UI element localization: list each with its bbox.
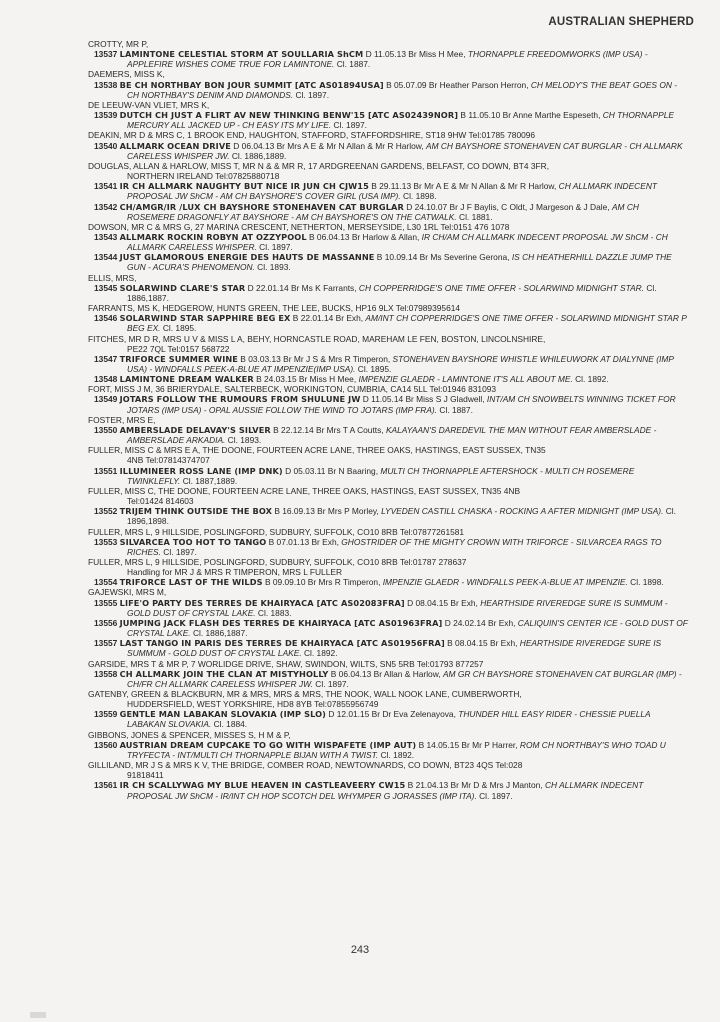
dog-entry	[88, 49, 688, 69]
entry-details: B 06.04.13 Br Harlow & Allan,	[306, 231, 422, 242]
class-numbers: Cl. 1895.	[160, 323, 197, 334]
class-numbers: Cl. 1886,1887.	[127, 282, 657, 303]
exhibitor-name	[88, 486, 688, 496]
dog-name: LAMINTONE DREAM WALKER	[119, 374, 254, 385]
sire-dam: CALIQUIN'S CENTER ICE - GOLD DUST OF CRYSTAL LAKE.	[127, 617, 688, 639]
class-numbers: Cl. 1887.	[334, 59, 371, 70]
entry-details: B 05.07.09 Br Heather Parson Herron,	[383, 79, 531, 90]
entry-number: 13546	[94, 313, 118, 324]
exhibitor-block	[88, 689, 688, 730]
dog-name: SOLARWIND STAR SAPPHIRE BEG EX	[119, 313, 291, 324]
entry-number: 13540	[94, 140, 118, 151]
class-numbers: Cl. 1897.	[293, 89, 330, 100]
entry-number: 13549	[94, 394, 118, 405]
dog-entry	[88, 252, 688, 272]
section-title: AUSTRALIAN SHEPHERD	[548, 16, 694, 28]
class-numbers: Cl. 1897.	[256, 242, 293, 253]
class-numbers: Cl. 1892.	[572, 374, 609, 385]
sire-dam: GHOSTRIDER OF THE MIGHTY CROWN WITH TRIFORCE - SILVARCEA RAGS TO RICHES.	[127, 536, 662, 557]
exhibitor-text: FULLER, MRS L, 9 HILLSIDE, POSLINGFORD, SUDBURY, SUFFOLK, CO10 8RB Tel:07877261581	[88, 526, 465, 537]
dog-name: DUTCH CH JUST A FLIRT AV NEW THINKING BENW'15 [ATC AS02439NOR]	[119, 110, 459, 121]
dog-name: SOLARWIND CLARE'S STAR	[119, 282, 246, 293]
dog-entry	[88, 425, 688, 445]
exhibitor-address-line	[88, 344, 688, 354]
sire-dam: AM GR CH BAYSHORE STONEHAVEN CAT BURGLAR (IMP) - CH/FR CH ALLMARK CARELESS WHISPER JW.	[127, 668, 682, 689]
sire-dam: AM/INT CH COPPERRIDGE'S ONE TIME OFFER - SOLARWIND MIDNIGHT STAR P BEG EX.	[127, 313, 687, 334]
dog-entry	[88, 618, 688, 638]
exhibitor-text: HUDDERSFIELD, WEST YORKSHIRE, HD8 8YB Tel:07855956749	[127, 699, 379, 710]
entry-number: 13561	[94, 780, 118, 791]
dog-entry	[88, 780, 688, 800]
class-numbers: Cl. 1886,1889.	[229, 150, 287, 161]
sire-dam: INT/AM CH SNOWBELTS WINNING TICKET FOR JOTARS (IMP USA) - OPAL AUSSIE FOLLOW THE WIND TO JOTARS (IMP FRA).	[127, 394, 676, 415]
exhibitor-block	[88, 334, 688, 385]
sire-dam: HEARTHSIDE RIVEREDGE SURE IS SUMMUM - GOLD DUST OF CRYSTAL LAKE.	[127, 638, 662, 659]
dog-entry	[88, 537, 688, 557]
sire-dam: THORNAPPLE FREEDOMWORKS (IMP USA) - APPLEFIRE WISHES COME TRUE FOR LAMINTONE.	[127, 49, 648, 70]
class-numbers: Cl. 1893.	[225, 435, 262, 446]
exhibitor-text: GAJEWSKI, MRS M,	[88, 587, 167, 598]
entry-details: D 12.01.15 Br Dr Eva Zelenayova,	[326, 709, 459, 720]
entry-number: 13543	[94, 231, 118, 242]
sire-dam: ROM CH NORTHBAY'S WHO TOAD U TRYFECTA - INT/MULTI CH THORNAPPLE BIJAN WITH A TWIST.	[127, 739, 666, 760]
entry-details: B 11.05.10 Br Anne Marthe Espeseth,	[458, 110, 603, 121]
class-numbers: Cl. 1893.	[254, 262, 291, 273]
entry-number: 13553	[94, 536, 118, 547]
entry-details: B 29.11.13 Br Mr A E & Mr N Allan & Mr R Harlow,	[368, 181, 559, 192]
exhibitor-name	[88, 527, 688, 537]
exhibitor-text: CROTTY, MR P,	[88, 39, 149, 49]
entry-details: D 06.04.13 Br Mrs A E & Mr N Allan & Mr R Harlow,	[230, 140, 426, 151]
dog-entry	[88, 313, 688, 333]
exhibitor-text: FULLER, MISS C, THE DOONE, FOURTEEN ACRE LANE, THREE OAKS, HASTINGS, EAST SUSSEX, TN35 4NB	[88, 485, 521, 496]
exhibitor-text: DAEMERS, MISS K,	[88, 69, 165, 80]
entries-list	[88, 39, 688, 801]
entry-details: B 03.03.13 Br Mr J S & Mrs R Timperon,	[237, 353, 393, 364]
exhibitor-text: 91818411	[127, 770, 164, 781]
entry-number: 13556	[94, 617, 118, 628]
entry-details: B 24.03.15 Br Miss H Mee,	[253, 374, 359, 385]
exhibitor-text: GARSIDE, MRS T & MR P, 7 WORLIDGE DRIVE, SHAW, SWINDON, WILTS, SN5 5RB Tel:01793 877257	[88, 658, 484, 669]
exhibitor-text: GATENBY, GREEN & BLACKBURN, MR & MRS, MRS & MRS, THE NOOK, WALL NOOK LANE, CUMBERWORTH,	[88, 689, 522, 699]
entry-details: B 07.01.13 Br Exh,	[266, 536, 342, 547]
dog-name: IR CH SCALLYWAG MY BLUE HEAVEN IN CASTLEAVEERY CW15	[119, 780, 406, 791]
dog-entry	[88, 394, 688, 414]
exhibitor-block	[88, 273, 688, 303]
entry-details: D 11.05.14 Br Miss S J Gladwell,	[360, 394, 487, 405]
exhibitor-address-line	[88, 567, 688, 577]
sire-dam: CH ALLMARK INDECENT PROPOSAL JW ShCM - AM CH BAYSHORE'S COVER GIRL (USA IMP).	[127, 181, 657, 202]
exhibitor-text: DE LEEUW-VAN VLIET, MRS K,	[88, 99, 210, 110]
dog-name: AUSTRIAN DREAM CUPCAKE TO GO WITH WISPAFETE (IMP AUT)	[119, 739, 417, 750]
dog-name: GENTLE MAN LABAKAN SLOVAKIA (IMP SLO)	[119, 709, 327, 720]
class-numbers: Cl. 1895.	[355, 364, 392, 374]
sire-dam: THUNDER HILL EASY RIDER - CHESSIE PUELLA LABAKAN SLOVAKIA.	[127, 709, 651, 730]
entry-details: D 22.01.14 Br Ms K Farrants,	[245, 282, 359, 293]
exhibitor-name	[88, 130, 688, 140]
exhibitor-text: DOUGLAS, ALLAN & HARLOW, MISS T, MR N & & MR R, 17 ARDGREENAN GARDENS, BELFAST, CO DOWN, BT4 3FR,	[88, 160, 550, 171]
exhibitor-text: GILLILAND, MR J S & MRS K V, THE BRIDGE, COMBER ROAD, NEWTOWNARDS, CO DOWN, BT23 4QS Tel:028	[88, 760, 523, 771]
exhibitor-text: NORTHERN IRELAND Tel:07825880718	[127, 171, 280, 182]
entry-details: B 08.04.15 Br Exh,	[444, 638, 520, 649]
entry-number: 13544	[94, 252, 118, 263]
dog-entry	[88, 638, 688, 658]
entry-number: 13557	[94, 638, 118, 649]
entry-details: B 22.12.14 Br Mrs T A Coutts,	[270, 424, 386, 435]
exhibitor-name	[88, 415, 688, 425]
entry-details: D 24.02.14 Br Exh,	[442, 617, 518, 628]
exhibitor-name	[88, 760, 688, 770]
exhibitor-name	[88, 689, 688, 699]
entry-details: B 22.01.14 Br Exh,	[290, 313, 366, 324]
exhibitor-block	[88, 39, 688, 69]
exhibitor-name	[88, 445, 688, 455]
entry-details: B 09.09.10 Br Mrs R Timperon,	[262, 577, 383, 588]
entry-details: B 14.05.15 Br Mr P Harrer,	[416, 739, 520, 750]
exhibitor-block	[88, 303, 688, 333]
sire-dam: CH MELODY'S THE BEAT GOES ON - CH NORTHBAY'S DENIM AND DIAMONDS.	[127, 79, 678, 100]
class-numbers: Cl. 1884.	[211, 719, 248, 730]
dog-name: LIFE'O PARTY DES TERRES DE KHAIRYACA [ATC AS02083FRA]	[119, 597, 405, 608]
sire-dam: AM CH BAYSHORE STONEHAVEN CAT BURGLAR - CH ALLMARK CARELESS WHISPER JW.	[127, 140, 683, 161]
class-numbers: Cl. 1886,1887.	[190, 628, 248, 639]
dog-entry	[88, 598, 688, 618]
class-numbers: Cl. 1897.	[312, 678, 349, 689]
exhibitor-name	[88, 161, 688, 171]
sire-dam: IMPENZIE GLAEDR - WINDFALLS PEEK-A-BLUE AT IMPENZIE.	[382, 577, 628, 588]
exhibitor-block	[88, 222, 688, 273]
exhibitor-text: PE22 7QL Tel:0157 568722	[127, 343, 230, 354]
exhibitor-text: FITCHES, MR D R, MRS U V & MISS L A, BEHY, HORNCASTLE ROAD, MAREHAM LE FEN, BOSTON, LINCOLNSHIRE,	[88, 333, 546, 344]
exhibitor-name	[88, 730, 688, 740]
entry-number: 13547	[94, 353, 118, 364]
entry-details: D 24.10.07 Br J F Baylis, C Oldt, J Margeson & J Dale,	[403, 201, 612, 212]
class-numbers: Cl. 1898.	[400, 191, 437, 202]
class-numbers: Cl. 1896,1898.	[127, 506, 676, 527]
exhibitor-block	[88, 69, 688, 99]
exhibitor-text: FULLER, MRS L, 9 HILLSIDE, POSLINGFORD, SUDBURY, SUFFOLK, CO10 8RB Tel:01787 278637	[88, 556, 467, 567]
exhibitor-name	[88, 659, 688, 669]
exhibitor-name	[88, 557, 688, 567]
sire-dam: AM CH ROSEMERE DRAGONFLY AT BAYSHORE - AM CH BAYSHORE'S ON THE CATWALK.	[127, 201, 639, 222]
exhibitor-name	[88, 273, 688, 283]
entry-number: 13552	[94, 506, 118, 517]
dog-entry	[88, 466, 688, 486]
exhibitor-block	[88, 730, 688, 760]
dog-name: TRIFORCE LAST OF THE WILDS	[119, 577, 263, 588]
entry-details: B 10.09.14 Br Ms Severine Gerona,	[374, 252, 512, 263]
entry-details: D 05.03.11 Br N Baaring,	[282, 465, 381, 476]
scan-smudge	[30, 1012, 46, 1018]
exhibitor-block	[88, 100, 688, 130]
entry-details: B 21.04.13 Br Mr D & Mrs J Manton,	[405, 780, 545, 791]
entry-number: 13551	[94, 465, 118, 476]
class-numbers: Cl. 1887,1889.	[180, 475, 238, 486]
dog-name: TRIJEM THINK OUTSIDE THE BOX	[119, 506, 273, 517]
exhibitor-text: FULLER, MISS C & MRS E A, THE DOONE, FOURTEEN ACRE LANE, THREE OAKS, HASTINGS, EAST SUSSEX, TN35	[88, 445, 546, 456]
entry-number: 13541	[94, 181, 118, 192]
exhibitor-text: 4NB Tel:07814374707	[127, 455, 210, 466]
entry-number: 13538	[94, 79, 118, 90]
entry-details: B 16.09.13 Br Mrs P Morley,	[272, 506, 382, 517]
dog-name: JUST GLAMOROUS ENERGIE DES HAUTS DE MASSANNE	[119, 252, 375, 263]
dog-name: JUMPING JACK FLASH DES TERRES DE KHAIRYACA [ATC AS01963FRA]	[119, 617, 443, 628]
exhibitor-block	[88, 557, 688, 587]
exhibitor-address-line	[88, 455, 688, 465]
entry-number: 13550	[94, 424, 118, 435]
dog-entry	[88, 709, 688, 729]
class-numbers: Cl. 1897.	[476, 790, 513, 801]
dog-name: ILLUMINEER ROSS LANE (IMP DNK)	[119, 465, 283, 476]
entry-number: 13545	[94, 282, 118, 293]
exhibitor-text: FARRANTS, MS K, HEDGEROW, HUNTS GREEN, THE LEE, BUCKS, HP16 9LX Tel:07989395614	[88, 303, 461, 314]
class-numbers: Cl. 1887.	[437, 404, 473, 415]
dog-entry	[88, 110, 688, 130]
exhibitor-text: Handling for MR J & MRS R TIMPERON, MRS L FULLER	[127, 567, 343, 578]
dog-name: JOTARS FOLLOW THE RUMOURS FROM SHULUNE JW	[119, 394, 361, 405]
exhibitor-block	[88, 527, 688, 557]
exhibitor-text: Tel:01424 814603	[127, 496, 194, 507]
sire-dam: CH THORNAPPLE MERCURY ALL JACKED UP - CH EASY ITS MY LIFE.	[127, 110, 674, 131]
exhibitor-text: GIBBONS, JONES & SPENCER, MISSES S, H M & P,	[88, 729, 291, 740]
class-numbers: Cl. 1892.	[301, 648, 338, 659]
sire-dam: IMPENZIE GLAEDR - LAMINTONE IT'S ALL ABOUT ME.	[358, 374, 573, 385]
exhibitor-name	[88, 100, 688, 110]
exhibitor-name	[88, 39, 688, 49]
sire-dam: CH COPPERRIDGE'S ONE TIME OFFER - SOLARWIND MIDNIGHT STAR.	[358, 282, 645, 293]
entry-details: D 08.04.15 Br Exh,	[404, 597, 481, 608]
sire-dam: STONEHAVEN BAYSHORE WHISTLE WHILEUWORK AT DIALYNNE (IMP USA) - WINDFALLS PEEK-A-BLUE AT IMPENZIE(IMP USA).	[127, 353, 674, 374]
exhibitor-name	[88, 334, 688, 344]
dog-entry	[88, 669, 688, 689]
dog-name: IR CH ALLMARK NAUGHTY BUT NICE IR JUN CH CJW15	[119, 181, 369, 192]
sire-dam: CH ALLMARK INDECENT PROPOSAL JW ShCM - IR/INT CH HOP SCOTCH DEL WHYMPER G JORASSES (IMP ITA).	[127, 780, 644, 801]
sire-dam: MULTI CH THORNAPPLE AFTERSHOCK - MULTI CH ROSEMERE TWINKLEFLY.	[127, 465, 635, 486]
exhibitor-name	[88, 587, 688, 597]
exhibitor-block	[88, 486, 688, 527]
dog-entry	[88, 577, 688, 587]
exhibitor-block	[88, 130, 688, 160]
entry-number: 13559	[94, 709, 118, 720]
entry-number: 13542	[94, 201, 118, 212]
sire-dam: IR CH/AM CH ALLMARK INDECENT PROPOSAL JW ShCM - CH ALLMARK CARELESS WHISPER.	[127, 231, 668, 253]
exhibitor-block	[88, 415, 688, 445]
exhibitor-text: DEAKIN, MR D & MRS C, 1 BROOK END, HAUGHTON, STAFFORD, STAFFORDSHIRE, ST18 9HW Tel:01785 780096	[88, 130, 536, 141]
dog-name: SILVARCEA TOO HOT TO TANGO	[119, 536, 267, 547]
exhibitor-block	[88, 587, 688, 658]
entry-number: 13548	[94, 374, 118, 385]
dog-name: AMBERSLADE DELAVAY'S SILVER	[119, 424, 271, 435]
sire-dam: KALAYAAN'S DAREDEVIL THE MAN WITHOUT FEAR AMBERSLADE - AMBERSLADE ARKADIA.	[127, 424, 657, 446]
sire-dam: IS CH HEATHERHILL DAZZLE JUMP THE GUN - ACURA'S PHENOMENON.	[127, 252, 672, 273]
exhibitor-address-line	[88, 171, 688, 181]
entry-number: 13537	[94, 49, 118, 60]
entry-number: 13555	[94, 597, 118, 608]
dog-entry	[88, 374, 688, 384]
dog-name: ALLMARK ROCKIN ROBYN AT OZZYPOOL	[119, 231, 307, 242]
dog-entry	[88, 141, 688, 161]
exhibitor-block	[88, 445, 688, 486]
exhibitor-address-line	[88, 496, 688, 506]
dog-entry	[88, 80, 688, 100]
sire-dam: LYVEDEN CASTILL CHASKA - ROCKING A AFTER MIDNIGHT (IMP USA).	[381, 506, 664, 517]
dog-name: BE CH NORTHBAY BON JOUR SUMMIT [ATC AS01894USA]	[119, 79, 384, 90]
dog-name: TRIFORCE SUMMER WINE	[119, 353, 238, 364]
dog-entry	[88, 506, 688, 526]
dog-entry	[88, 283, 688, 303]
dog-entry	[88, 232, 688, 252]
entry-number: 13554	[94, 577, 118, 588]
class-numbers: Cl. 1883.	[255, 607, 292, 618]
exhibitor-block	[88, 161, 688, 222]
class-numbers: Cl. 1897.	[160, 546, 197, 557]
class-numbers: Cl. 1897.	[331, 120, 368, 131]
sire-dam: HEARTHSIDE RIVEREDGE SURE IS SUMMUM - GOLD DUST OF CRYSTAL LAKE.	[127, 597, 668, 618]
dog-name: LAMINTONE CELESTIAL STORM AT SOULLARIA ShCM	[119, 49, 364, 60]
entry-details: D 11.05.13 Br Miss H Mee,	[363, 49, 468, 60]
exhibitor-name	[88, 69, 688, 79]
entry-number: 13560	[94, 739, 118, 750]
exhibitor-text: FORT, MISS J M, 36 BRIERYDALE, SALTERBECK, WORKINGTON, CUMBRIA, CA14 5LL Tel:01946 831093	[88, 384, 497, 395]
exhibitor-block	[88, 760, 688, 801]
class-numbers: Cl. 1898.	[627, 577, 664, 588]
entry-details: B 06.04.13 Br Allan & Harlow,	[328, 668, 443, 679]
dog-name: CH/AMGR/IR /LUX CH BAYSHORE STONEHAVEN CAT BURGLAR	[119, 201, 404, 212]
dog-entry	[88, 181, 688, 201]
dog-name: LAST TANGO IN PARIS DES TERRES DE KHAIRYACA [ATC AS01956FRA]	[119, 638, 445, 649]
exhibitor-address-line	[88, 770, 688, 780]
exhibitor-name	[88, 303, 688, 313]
dog-name: CH ALLMARK JOIN THE CLAN AT MISTYHOLLY	[119, 668, 329, 679]
exhibitor-name	[88, 384, 688, 394]
exhibitor-text: DOWSON, MR C & MRS G, 27 MARINA CRESCENT, NETHERTON, MERSEYSIDE, L30 1RL Tel:0151 476 1078	[88, 221, 510, 232]
exhibitor-text: ELLIS, MRS,	[88, 272, 137, 283]
exhibitor-block	[88, 659, 688, 689]
class-numbers: Cl. 1892.	[378, 749, 415, 760]
page-number: 243	[350, 944, 370, 956]
exhibitor-text: FOSTER, MRS E,	[88, 414, 156, 425]
class-numbers: Cl. 1881.	[456, 211, 493, 222]
dog-entry	[88, 354, 688, 374]
entry-number: 13558	[94, 668, 118, 679]
exhibitor-address-line	[88, 699, 688, 709]
exhibitor-block	[88, 384, 688, 414]
dog-entry	[88, 740, 688, 760]
entry-number: 13539	[94, 110, 118, 121]
dog-name: ALLMARK OCEAN DRIVE	[119, 140, 231, 151]
exhibitor-name	[88, 222, 688, 232]
dog-entry	[88, 202, 688, 222]
